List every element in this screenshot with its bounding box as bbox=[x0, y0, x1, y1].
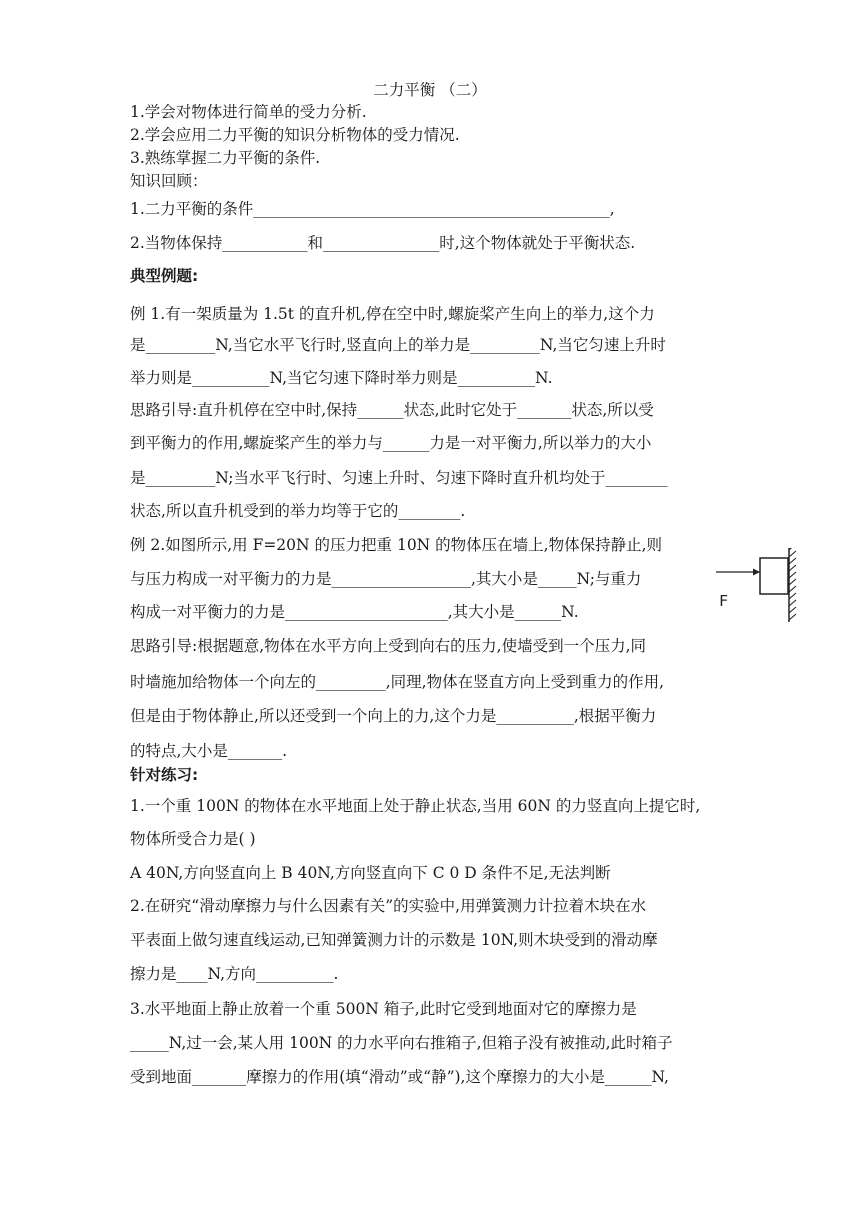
review-heading: 知识回顾： bbox=[130, 172, 208, 190]
wall-hatching bbox=[789, 548, 796, 620]
hint-1-line: 是_________N;当水平飞行时、匀速上升时、匀速下降时直升机均处于________ bbox=[130, 469, 668, 487]
hint-1-line: 状态,所以直升机受到的举力均等于它的________. bbox=[130, 502, 466, 520]
hint-1-line: 到平衡力的作用,螺旋桨产生的举力与______力是一对平衡力,所以举力的大小 bbox=[130, 434, 652, 452]
force-diagram bbox=[712, 548, 802, 624]
goal-3: 3.熟练掌握二力平衡的条件. bbox=[130, 149, 321, 167]
example-2-line: 构成一对平衡力的力是_____________________,其大小是______N. bbox=[130, 603, 579, 621]
practice-heading: 针对练习: bbox=[130, 766, 199, 784]
examples-heading: 典型例题: bbox=[130, 267, 199, 285]
practice-line: 受到地面_______摩擦力的作用(填“滑动”或“静”),这个摩擦力的大小是______N, bbox=[130, 1068, 669, 1086]
practice-options: A 40N,方向竖直向上 B 40N,方向竖直向下 C 0 D 条件不足,无法判断 bbox=[130, 864, 611, 882]
practice-line: 1.一个重 100N 的物体在水平地面上处于静止状态,当用 60N 的力竖直向上提它时, bbox=[130, 797, 701, 815]
example-1-line: 例 1.有一架质量为 1.5t 的直升机,停在空中时,螺旋桨产生向上的举力,这个力 bbox=[130, 305, 655, 323]
review-item-1: 1.二力平衡的条件______________________________________________, bbox=[130, 200, 615, 218]
practice-line: 擦力是____N,方向__________. bbox=[130, 965, 339, 983]
hint-2-line: 的特点,大小是_______. bbox=[130, 742, 288, 760]
block bbox=[760, 558, 788, 594]
hint-2-line: 但是由于物体静止,所以还受到一个向上的力,这个力是__________,根据平衡力 bbox=[130, 707, 657, 725]
example-1-line: 举力则是__________N,当它匀速下降时举力则是__________N. bbox=[130, 369, 553, 387]
goal-1: 1.学会对物体进行简单的受力分析. bbox=[130, 103, 367, 121]
example-2-line: 与压力构成一对平衡力的力是__________________,其大小是_____N;与重力 bbox=[130, 570, 642, 588]
hint-2-line: 思路引导:根据题意,物体在水平方向上受到向右的压力,使墙受到一个压力,同 bbox=[130, 637, 647, 655]
page-title: 二力平衡 （二） bbox=[373, 81, 487, 99]
hint-1-line: 思路引导:直升机停在空中时,保持______状态,此时它处于_______状态,所以受 bbox=[130, 401, 654, 419]
practice-line: 物体所受合力是( ) bbox=[130, 830, 256, 848]
force-arrow-head bbox=[753, 569, 760, 576]
goal-2: 2.学会应用二力平衡的知识分析物体的受力情况. bbox=[130, 126, 460, 144]
example-1-line: 是_________N,当它水平飞行时,竖直向上的举力是_________N,当它匀速上升时 bbox=[130, 336, 666, 354]
practice-line: 平表面上做匀速直线运动,已知弹簧测力计的示数是 10N,则木块受到的滑动摩 bbox=[130, 931, 658, 949]
force-label: F bbox=[719, 592, 729, 610]
practice-line: 2.在研究“滑动摩擦力与什么因素有关”的实验中,用弹簧测力计拉着木块在水 bbox=[130, 897, 647, 915]
hint-2-line: 时墙施加给物体一个向左的_________,同理,物体在竖直方向上受到重力的作用, bbox=[130, 673, 665, 691]
review-item-2: 2.当物体保持___________和_______________时,这个物体就处于平衡状态. bbox=[130, 234, 636, 252]
practice-line: 3.水平地面上静止放着一个重 500N 箱子,此时它受到地面对它的摩擦力是 bbox=[130, 1000, 637, 1018]
example-2-line: 例 2.如图所示,用 F=20N 的压力把重 10N 的物体压在墙上,物体保持静止,则 bbox=[130, 536, 663, 554]
practice-line: _____N,过一会,某人用 100N 的力水平向右推箱子,但箱子没有被推动,此时箱子 bbox=[130, 1034, 673, 1052]
